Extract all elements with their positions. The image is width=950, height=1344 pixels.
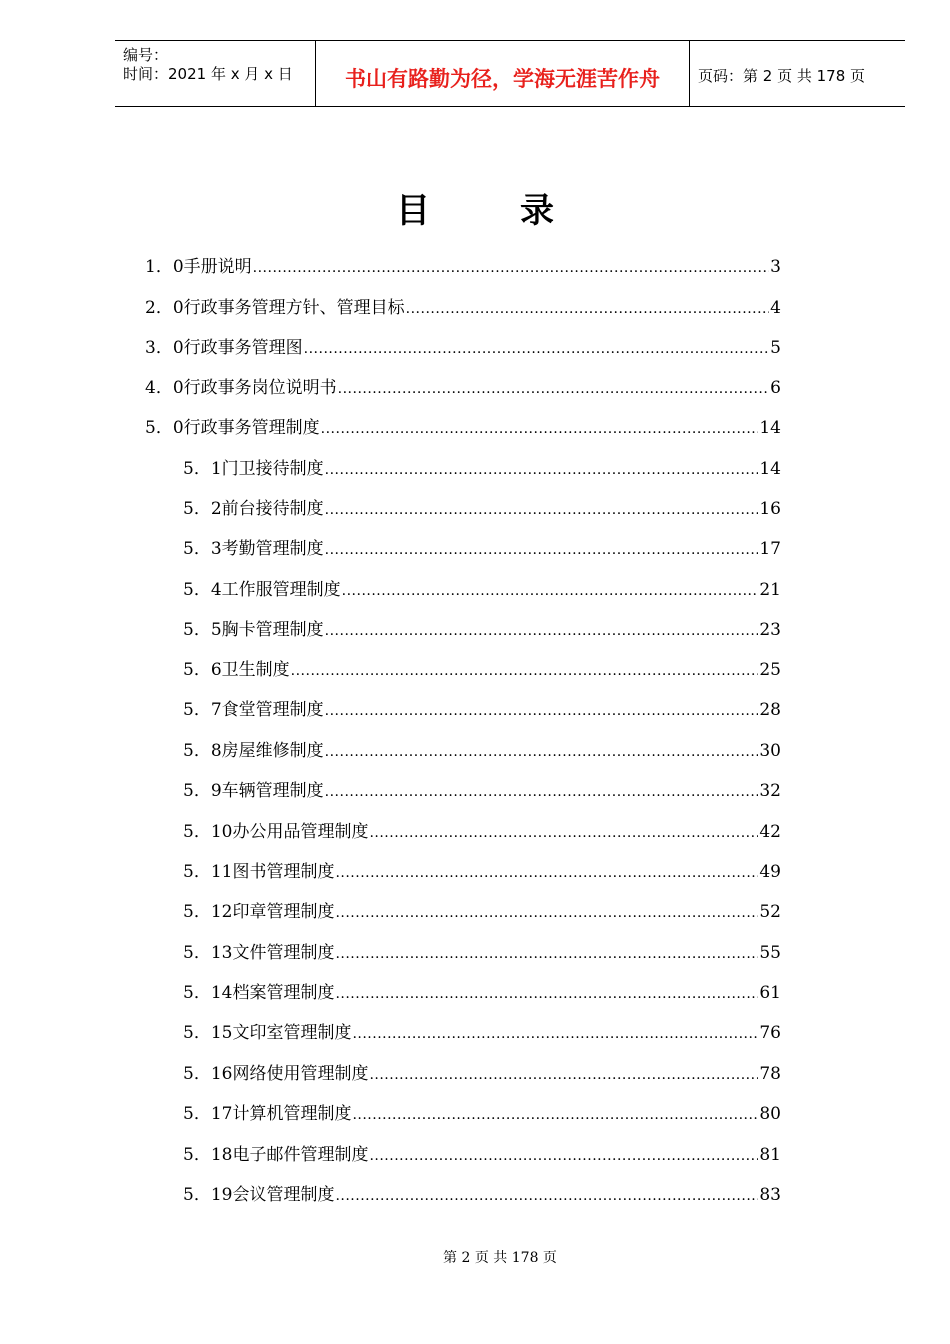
toc-entry-number: 5．17 xyxy=(183,1104,233,1124)
toc-entry[interactable] xyxy=(183,494,781,520)
toc-entry-page: 14 xyxy=(759,418,781,438)
toc-entry-number: 5．10 xyxy=(183,822,233,842)
toc-entry-title: 文印室管理制度 xyxy=(232,1023,352,1043)
toc-leader-dots xyxy=(406,301,770,317)
toc-entry[interactable] xyxy=(145,413,781,439)
toc-entry[interactable] xyxy=(183,575,781,601)
toc-entry-title: 行政事务管理图 xyxy=(183,338,303,358)
toc-leader-dots xyxy=(253,260,770,276)
toc-entry-title: 办公用品管理制度 xyxy=(232,822,369,842)
toc-entry-title: 手册说明 xyxy=(183,257,252,277)
toc-entry[interactable] xyxy=(145,252,781,278)
toc-entry[interactable] xyxy=(183,695,781,721)
toc-entry[interactable] xyxy=(183,938,781,964)
toc-entry[interactable] xyxy=(183,817,781,843)
toc-entry-number: 5．1 xyxy=(183,459,222,479)
toc-entry-page: 16 xyxy=(759,499,781,519)
toc-entry-number: 2．0 xyxy=(145,298,184,318)
toc-entry-number: 5．5 xyxy=(183,620,222,640)
toc-entry-number: 5．2 xyxy=(183,499,222,519)
toc-entry-number: 5．6 xyxy=(183,660,222,680)
toc-entry-title: 工作服管理制度 xyxy=(221,580,341,600)
toc-leader-dots xyxy=(338,381,770,397)
toc-entry[interactable] xyxy=(183,736,781,762)
toc-leader-dots xyxy=(325,703,759,719)
toc-entry-page: 80 xyxy=(759,1104,781,1124)
toc-entry-page: 78 xyxy=(759,1064,781,1084)
toc-entry-number: 5．0 xyxy=(145,418,184,438)
toc-entry-number: 5．4 xyxy=(183,580,222,600)
toc-entry[interactable] xyxy=(183,978,781,1004)
page-footer: 第 2 页 共 178 页 xyxy=(443,1250,557,1266)
toc-entry-page: 28 xyxy=(759,700,781,720)
toc-entry-title: 前台接待制度 xyxy=(221,499,324,519)
toc-leader-dots xyxy=(335,946,758,962)
toc-entry-page: 6 xyxy=(770,378,781,398)
toc-entry[interactable] xyxy=(183,1099,781,1125)
toc-entry-title: 卫生制度 xyxy=(221,660,290,680)
toc-entry-title: 行政事务管理制度 xyxy=(183,418,320,438)
toc-entry-page: 25 xyxy=(759,660,781,680)
toc-entry-title: 胸卡管理制度 xyxy=(221,620,324,640)
toc-entry-title: 图书管理制度 xyxy=(232,862,335,882)
toc-leader-dots xyxy=(325,623,759,639)
toc-entry-page: 14 xyxy=(759,459,781,479)
date-label: 时间：2021 年 x 月 x 日 xyxy=(123,65,293,83)
toc-entry-number: 5．7 xyxy=(183,700,222,720)
toc-entry-title: 行政事务管理方针、管理目标 xyxy=(183,298,405,318)
toc-entry-title: 车辆管理制度 xyxy=(221,781,324,801)
toc-entry-number: 5．13 xyxy=(183,943,233,963)
toc-entry-number: 5．19 xyxy=(183,1185,233,1205)
toc-leader-dots xyxy=(325,462,759,478)
toc-entry[interactable] xyxy=(183,655,781,681)
toc-entry-page: 76 xyxy=(759,1023,781,1043)
toc-leader-dots xyxy=(369,1067,758,1083)
toc-entry-title: 食堂管理制度 xyxy=(221,700,324,720)
toc-leader-dots xyxy=(369,825,758,841)
toc-leader-dots xyxy=(352,1026,758,1042)
toc-entry[interactable] xyxy=(145,373,781,399)
toc-entry-page: 4 xyxy=(770,298,781,318)
page-header xyxy=(115,40,905,107)
toc-entry-number: 5．14 xyxy=(183,983,233,1003)
toc-entry-title: 档案管理制度 xyxy=(232,983,335,1003)
toc-entry-page: 17 xyxy=(759,539,781,559)
toc-leader-dots xyxy=(325,502,759,518)
toc-leader-dots xyxy=(325,744,759,760)
toc-leader-dots xyxy=(335,986,758,1002)
toc-leader-dots xyxy=(335,905,758,921)
toc-entry[interactable] xyxy=(183,776,781,802)
title-char-2: 录 xyxy=(520,191,554,231)
toc-entry[interactable] xyxy=(145,293,781,319)
toc-leader-dots xyxy=(304,341,770,357)
toc-entry-title: 行政事务岗位说明书 xyxy=(183,378,337,398)
toc-entry[interactable] xyxy=(183,1180,781,1206)
toc-leader-dots xyxy=(342,583,759,599)
toc-entry-title: 房屋维修制度 xyxy=(221,741,324,761)
toc-leader-dots xyxy=(321,421,759,437)
toc-entry-page: 3 xyxy=(770,257,781,277)
toc-entry-number: 1．0 xyxy=(145,257,184,277)
toc-entry-page: 32 xyxy=(759,781,781,801)
motto-text: 书山有路勤为径，学海无涯苦作舟 xyxy=(345,67,660,91)
toc-entry-number: 5．16 xyxy=(183,1064,233,1084)
toc-entry[interactable] xyxy=(183,857,781,883)
toc-entry[interactable] xyxy=(183,454,781,480)
header-motto-cell xyxy=(316,41,690,106)
header-page-cell xyxy=(690,41,905,106)
toc-entry-page: 55 xyxy=(759,943,781,963)
toc-entry-page: 23 xyxy=(759,620,781,640)
toc-entry-number: 4．0 xyxy=(145,378,184,398)
toc-entry-title: 计算机管理制度 xyxy=(232,1104,352,1124)
toc-entry[interactable] xyxy=(145,333,781,359)
toc-leader-dots xyxy=(325,784,759,800)
toc-leader-dots xyxy=(291,663,759,679)
toc-entry-number: 5．15 xyxy=(183,1023,233,1043)
toc-entry-number: 5．8 xyxy=(183,741,222,761)
toc-leader-dots xyxy=(335,865,758,881)
header-meta xyxy=(115,41,316,106)
toc-leader-dots xyxy=(335,1188,758,1204)
page-info: 页码：第 2 页 共 178 页 xyxy=(698,67,866,85)
toc-entry-number: 5．11 xyxy=(183,862,233,882)
toc-entry-number: 5．3 xyxy=(183,539,222,559)
toc-entry-number: 3．0 xyxy=(145,338,184,358)
toc-entry-page: 5 xyxy=(770,338,781,358)
toc-entry-page: 61 xyxy=(759,983,781,1003)
toc-entry[interactable] xyxy=(183,1059,781,1085)
toc-entry[interactable] xyxy=(183,897,781,923)
toc-entry-title: 考勤管理制度 xyxy=(221,539,324,559)
toc-entry-title: 印章管理制度 xyxy=(232,902,335,922)
toc-entry-page: 30 xyxy=(759,741,781,761)
number-label: 编号： xyxy=(123,46,169,64)
toc-entry-page: 83 xyxy=(759,1185,781,1205)
toc-entry-page: 81 xyxy=(759,1145,781,1165)
toc-entry[interactable] xyxy=(183,534,781,560)
toc-entry-title: 文件管理制度 xyxy=(232,943,335,963)
toc-entry-title: 网络使用管理制度 xyxy=(232,1064,369,1084)
toc-leader-dots xyxy=(325,542,759,558)
toc-entry-number: 5．9 xyxy=(183,781,222,801)
toc-leader-dots xyxy=(369,1148,758,1164)
toc-entry-title: 会议管理制度 xyxy=(232,1185,335,1205)
toc-entry[interactable] xyxy=(183,1140,781,1166)
toc-entry[interactable] xyxy=(183,615,781,641)
toc-title xyxy=(0,183,950,232)
toc-entry-page: 42 xyxy=(759,822,781,842)
title-char-1: 目 xyxy=(396,191,430,231)
toc-entry-page: 21 xyxy=(759,580,781,600)
toc-entry-page: 49 xyxy=(759,862,781,882)
toc-entry-number: 5．12 xyxy=(183,902,233,922)
toc-leader-dots xyxy=(352,1107,758,1123)
toc-entry-title: 电子邮件管理制度 xyxy=(232,1145,369,1165)
toc-entry[interactable] xyxy=(183,1018,781,1044)
toc-entry-number: 5．18 xyxy=(183,1145,233,1165)
toc-entry-page: 52 xyxy=(759,902,781,922)
toc-entry-title: 门卫接待制度 xyxy=(221,459,324,479)
